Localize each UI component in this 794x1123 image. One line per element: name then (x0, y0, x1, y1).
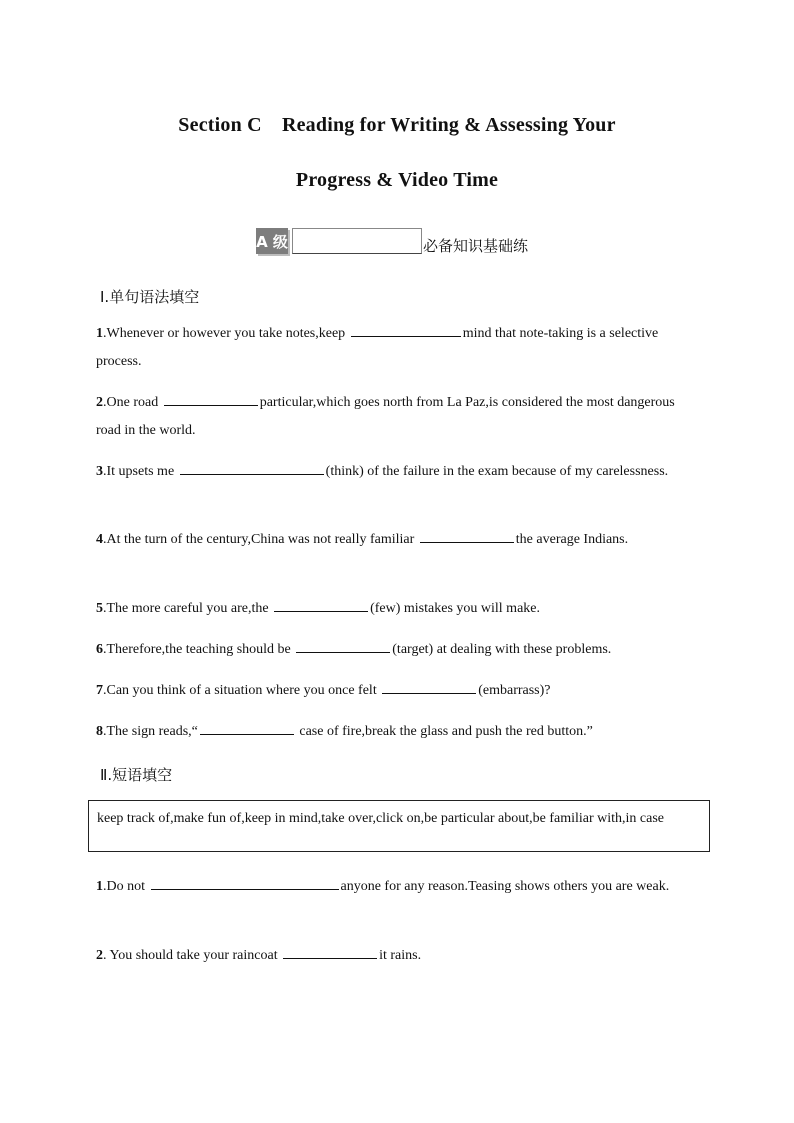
question-number: 2 (96, 395, 103, 410)
question-item (96, 718, 696, 746)
question-item (96, 526, 696, 554)
question-number: 3 (96, 464, 103, 479)
question-number: 1 (96, 326, 103, 341)
question-text: (embarrass)? (478, 683, 551, 698)
question-text: (target) at dealing with these problems. (392, 642, 612, 657)
answer-blank[interactable] (420, 528, 514, 543)
question-number: 6 (96, 642, 103, 657)
answer-blank[interactable] (283, 944, 377, 959)
question-number: 4 (96, 532, 103, 547)
question-text: anyone for any reason.Teasing shows others you are weak. (340, 879, 670, 894)
level-blank-box (292, 228, 422, 254)
question-number: 1 (96, 879, 103, 894)
question-item (96, 942, 696, 970)
question-text: case of fire,break the glass and push the red button.” (295, 724, 593, 739)
answer-blank[interactable] (351, 322, 461, 337)
question-text: .The sign reads,“ (103, 724, 198, 739)
question-text: it rains. (379, 948, 422, 963)
question-text: (few) mistakes you will make. (370, 601, 540, 616)
level-header (256, 226, 528, 254)
question-text: .One road (103, 395, 162, 410)
question-text: the average Indians. (515, 532, 629, 547)
answer-blank[interactable] (151, 875, 339, 890)
question-text: .Therefore,the teaching should be (103, 642, 295, 657)
question-text: particular,which goes north from La Paz,is considered the most dangerous road in the world. (96, 395, 675, 438)
question-text: (think) of the failure in the exam because of my carelessness. (325, 464, 669, 479)
level-badge: A 级 (256, 228, 288, 254)
answer-blank[interactable] (296, 638, 390, 653)
page-title-line1: Section C Reading for Writing & Assessing Your (178, 114, 616, 136)
phrase-bank-box: keep track of,make fun of,keep in mind,take over,click on,be particular about,be familiar with,in case (88, 800, 710, 852)
question-item (96, 389, 696, 445)
question-number: 7 (96, 683, 103, 698)
answer-blank[interactable] (180, 460, 324, 475)
question-item (96, 595, 696, 623)
section-heading-phrases: Ⅱ.短语填空 (100, 766, 173, 784)
question-item (96, 320, 696, 376)
level-label: 必备知识基础练 (423, 237, 529, 255)
question-number: 8 (96, 724, 103, 739)
answer-blank[interactable] (164, 391, 258, 406)
question-text: .Can you think of a situation where you once felt (103, 683, 381, 698)
answer-blank[interactable] (200, 720, 294, 735)
answer-blank[interactable] (274, 597, 368, 612)
page-title-line2: Progress & Video Time (295, 169, 499, 191)
question-text: .Do not (103, 879, 149, 894)
answer-blank[interactable] (382, 679, 476, 694)
question-text: .Whenever or however you take notes,keep (103, 326, 349, 341)
section-heading-grammar: Ⅰ.单句语法填空 (100, 288, 200, 306)
question-number: 2 (96, 948, 103, 963)
question-text: . You should take your raincoat (103, 948, 282, 963)
question-item (96, 873, 696, 901)
question-number: 5 (96, 601, 103, 616)
question-text: .It upsets me (103, 464, 178, 479)
question-text: .At the turn of the century,China was not really familiar (103, 532, 418, 547)
question-text: mind that note-taking is a selective process. (96, 326, 659, 369)
question-item (96, 636, 696, 664)
question-text: .The more careful you are,the (103, 601, 273, 616)
question-item (96, 458, 696, 486)
question-item (96, 677, 696, 705)
